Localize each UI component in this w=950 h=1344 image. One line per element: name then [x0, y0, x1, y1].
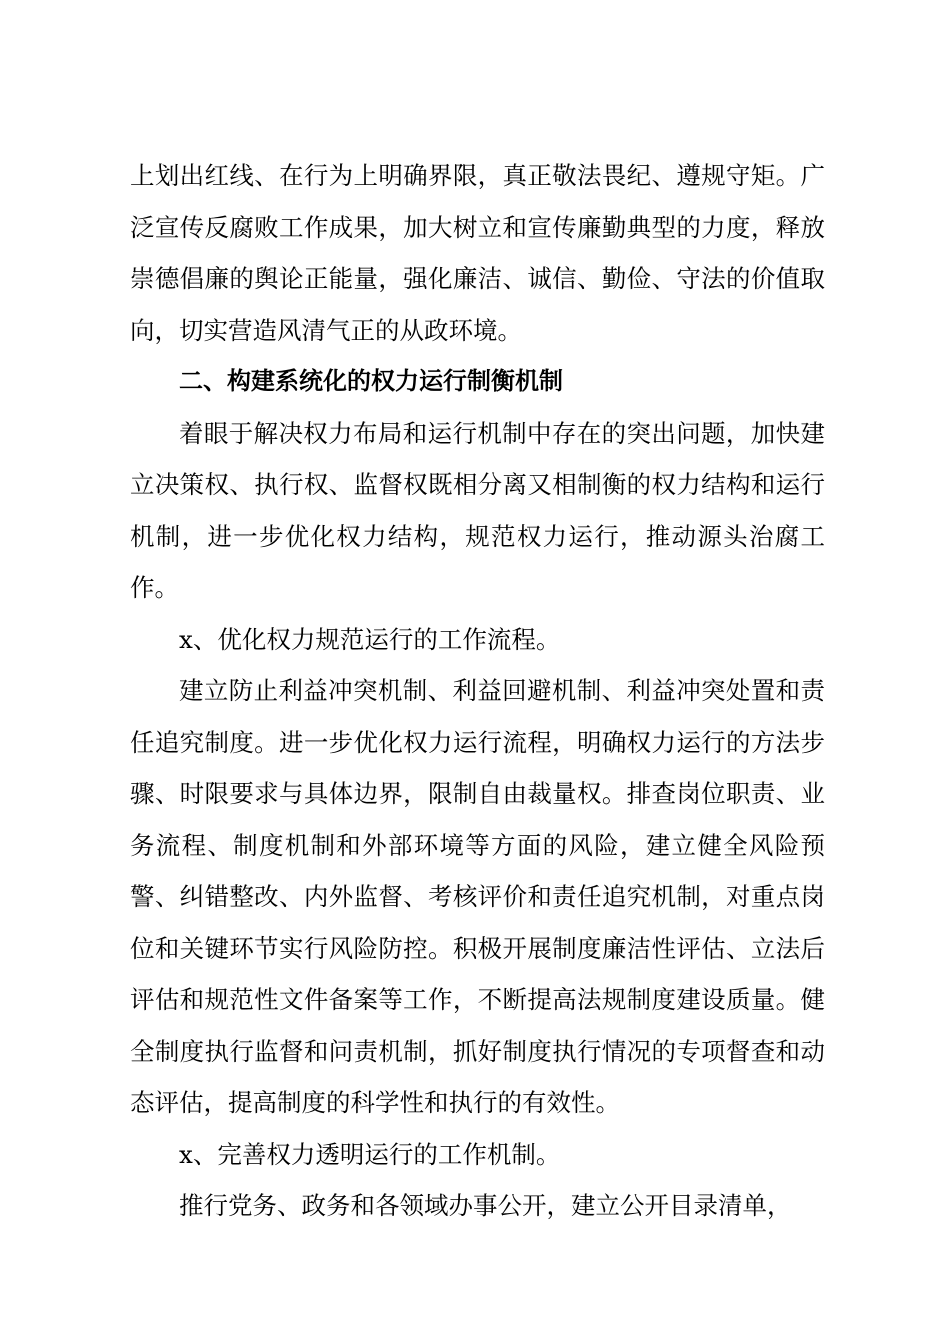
paragraph-continuation: 上划出红线、在行为上明确界限，真正敬法畏纪、遵规守矩。广泛宣传反腐败工作成果，加大树立和宣传廉勤典型的力度，释放崇德倡廉的舆论正能量，强化廉洁、诚信、勤俭、守法的价值取向，切实营造风清气正的从政环境。 [130, 161, 825, 345]
paragraph-body: 建立防止利益冲突机制、利益回避机制、利益冲突处置和责任追究制度。进一步优化权力运行流程，明确权力运行的方法步骤、时限要求与具体边界，限制自由裁量权。排查岗位职责、业务流程、制度机制和外部环境等方面的风险，建立健全风险预警、纠错整改、内外监督、考核评价和责任追究机制，对重点岗位和关键环节实行风险防控。积极开展制度廉洁性评估、立法后评估和规范性文件备案等工作，不断提高法规制度建设质量。健全制度执行监督和问责机制，抓好制度执行情况的专项督查和动态评估，提高制度的科学性和执行的有效性。 [130, 676, 825, 1117]
section-heading: 二、构建系统化的权力运行制衡机制 [179, 367, 563, 395]
subsection-heading: x、完善权力透明运行的工作机制。 [179, 1139, 561, 1169]
paragraph-body: 推行党务、政务和各领域办事公开，建立公开目录清单， [179, 1191, 792, 1220]
paragraph-body: 着眼于解决权力布局和运行机制中存在的突出问题，加快建立决策权、执行权、监督权既相分离又相制衡的权力结构和运行机制，进一步优化权力结构，规范权力运行，推动源头治腐工作。 [130, 418, 825, 602]
document-page [130, 150, 825, 1232]
subsection-heading: x、优化权力规范运行的工作流程。 [179, 624, 561, 654]
